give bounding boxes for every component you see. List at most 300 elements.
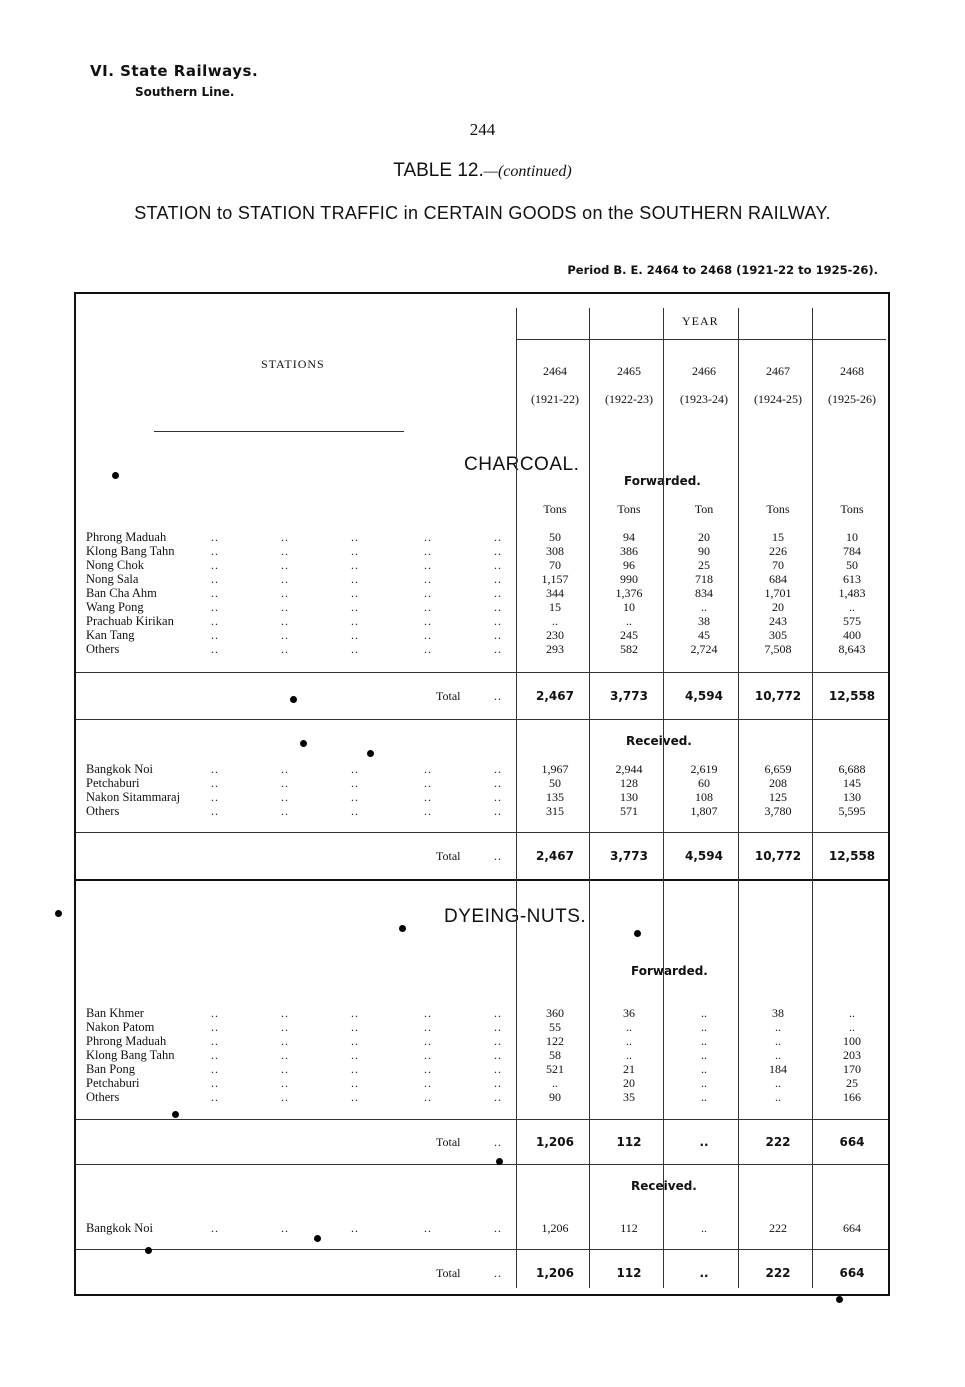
leader-dots: .. <box>494 1135 502 1149</box>
leader-dots: .. <box>211 642 219 656</box>
charcoal-forwarded-value: 243 <box>769 614 787 628</box>
dyeing-forwarded-station-name: Klong Bang Tahn <box>86 1048 175 1062</box>
leader-dots: .. <box>211 762 219 776</box>
table-label <box>0 160 965 182</box>
leader-dots: .. <box>211 1006 219 1020</box>
document-title: STATION to STATION TRAFFIC in CERTAIN GOODS on the SOUTHERN RAILWAY. <box>134 203 831 223</box>
leader-dots: .. <box>281 558 289 572</box>
leader-dots: .. <box>494 804 502 818</box>
charcoal-received-total-rule <box>76 832 888 833</box>
dyeing-received-station-name: Bangkok Noi <box>86 1221 154 1235</box>
period-line: Period B. E. 2464 to 2468 (1921-22 to 1925-26). <box>567 263 878 277</box>
scan-speck <box>55 910 62 917</box>
dyeing-forwarded-value: .. <box>701 1062 707 1076</box>
dyeing-forwarded-value: 122 <box>546 1034 564 1048</box>
charcoal-received-value: 2,619 <box>690 762 718 776</box>
charcoal-forwarded-station-name: Phrong Maduah <box>86 530 167 544</box>
charcoal-forwarded-value: 230 <box>546 628 564 642</box>
charcoal-received-label: Received. <box>626 734 692 748</box>
year-ce-label: (1924-25) <box>754 392 802 406</box>
dyeing-forwarded-value: 55 <box>549 1020 561 1034</box>
year-rule <box>516 339 886 340</box>
dyeing-forwarded-value: .. <box>849 1020 855 1034</box>
dyeing-received-value: 222 <box>769 1221 787 1235</box>
column-rule <box>589 308 590 1288</box>
leader-dots: .. <box>424 628 432 642</box>
leader-dots: .. <box>494 1020 502 1034</box>
charcoal-received-value: 1,967 <box>541 762 569 776</box>
charcoal-forwarded-value: 45 <box>698 628 710 642</box>
leader-dots: .. <box>351 1076 359 1090</box>
leader-dots: .. <box>494 572 502 586</box>
leader-dots: .. <box>424 530 432 544</box>
leader-dots: .. <box>281 1020 289 1034</box>
dyeing-total-rule-bottom <box>76 1164 888 1165</box>
dyeing-forwarded-total-value: .. <box>699 1135 709 1149</box>
leader-dots: .. <box>351 1090 359 1104</box>
leader-dots: .. <box>281 1006 289 1020</box>
dyeing-forwarded-value: 35 <box>623 1090 635 1104</box>
charcoal-received-value: 145 <box>843 776 861 790</box>
dyeing-received-total-value: 1,206 <box>536 1266 574 1280</box>
leader-dots: .. <box>494 1062 502 1076</box>
charcoal-forwarded-value: 684 <box>769 572 787 586</box>
charcoal-forwarded-value: 990 <box>620 572 638 586</box>
unit-label: Tons <box>840 502 864 516</box>
charcoal-received-value: 571 <box>620 804 638 818</box>
leader-dots: .. <box>281 1090 289 1104</box>
dyeing-forwarded-station-name: Others <box>86 1090 120 1104</box>
charcoal-forwarded-total-value: 12,558 <box>828 689 876 703</box>
charcoal-forwarded-total-label: Total <box>436 689 461 703</box>
charcoal-forwarded-value: 1,157 <box>541 572 569 586</box>
leader-dots: .. <box>351 1020 359 1034</box>
charcoal-received-total-value: 4,594 <box>685 849 723 863</box>
leader-dots: .. <box>494 600 502 614</box>
year-ce-label: (1921-22) <box>531 392 579 406</box>
leader-dots: .. <box>424 1076 432 1090</box>
dyeing-forwarded-value: .. <box>701 1034 707 1048</box>
leader-dots: .. <box>351 1048 359 1062</box>
dyeing-forwarded-value: .. <box>849 1006 855 1020</box>
dyeing-received-value: .. <box>701 1221 707 1235</box>
leader-dots: .. <box>494 849 502 863</box>
charcoal-forwarded-total-value: 4,594 <box>685 689 723 703</box>
charcoal-received-value: 128 <box>620 776 638 790</box>
leader-dots: .. <box>424 1006 432 1020</box>
stations-rule <box>154 431 404 432</box>
line-subheading: Southern Line. <box>135 85 235 99</box>
charcoal-forwarded-label: Forwarded. <box>624 474 701 488</box>
leader-dots: .. <box>351 530 359 544</box>
leader-dots: .. <box>424 544 432 558</box>
leader-dots: .. <box>351 544 359 558</box>
charcoal-received-value: 3,780 <box>764 804 792 818</box>
leader-dots: .. <box>494 642 502 656</box>
leader-dots: .. <box>351 628 359 642</box>
charcoal-forwarded-station-name: Prachuab Kirikan <box>86 614 174 628</box>
dyeing-total-rule-top <box>76 1119 888 1120</box>
charcoal-forwarded-value: 1,376 <box>615 586 643 600</box>
leader-dots: .. <box>211 1090 219 1104</box>
charcoal-received-total-value: 2,467 <box>536 849 574 863</box>
leader-dots: .. <box>424 1221 432 1235</box>
charcoal-received-value: 208 <box>769 776 787 790</box>
scan-speck <box>290 696 297 703</box>
dyeing-forwarded-value: 170 <box>843 1062 861 1076</box>
charcoal-received-station-name: Nakon Sitammaraj <box>86 790 181 804</box>
table-label-text: TABLE 12. <box>393 160 484 181</box>
dyeing-forwarded-value: .. <box>626 1048 632 1062</box>
year-be-label: 2466 <box>692 364 716 378</box>
dyeing-forwarded-value: .. <box>775 1034 781 1048</box>
leader-dots: .. <box>424 1090 432 1104</box>
charcoal-received-station-name: Others <box>86 804 120 818</box>
leader-dots: .. <box>351 614 359 628</box>
leader-dots: .. <box>494 1006 502 1020</box>
charcoal-forwarded-value: 386 <box>620 544 638 558</box>
charcoal-forwarded-value: 38 <box>698 614 710 628</box>
dyeing-forwarded-value: 203 <box>843 1048 861 1062</box>
leader-dots: .. <box>351 776 359 790</box>
charcoal-forwarded-value: 10 <box>623 600 635 614</box>
charcoal-forwarded-value: 94 <box>623 530 635 544</box>
scan-speck <box>145 1247 152 1254</box>
charcoal-forwarded-value: 50 <box>549 530 561 544</box>
charcoal-forwarded-value: 226 <box>769 544 787 558</box>
charcoal-forwarded-value: 20 <box>698 530 710 544</box>
leader-dots: .. <box>351 1221 359 1235</box>
leader-dots: .. <box>351 642 359 656</box>
charcoal-forwarded-station-name: Nong Sala <box>86 572 139 586</box>
charcoal-forwarded-station-name: Wang Pong <box>86 600 144 614</box>
leader-dots: .. <box>281 762 289 776</box>
dyeing-nuts-title: DYEING-NUTS. <box>444 906 587 927</box>
unit-label: Ton <box>694 502 714 516</box>
leader-dots: .. <box>211 804 219 818</box>
leader-dots: .. <box>211 1221 219 1235</box>
charcoal-forwarded-value: 784 <box>843 544 861 558</box>
leader-dots: .. <box>211 790 219 804</box>
charcoal-forwarded-value: 1,701 <box>764 586 792 600</box>
table-continued: —(continued) <box>483 163 572 180</box>
charcoal-received-value: 130 <box>843 790 861 804</box>
unit-label: Tons <box>543 502 567 516</box>
charcoal-forwarded-value: 50 <box>846 558 858 572</box>
charcoal-received-total-value: 3,773 <box>610 849 648 863</box>
charcoal-forwarded-value: 10 <box>846 530 858 544</box>
leader-dots: .. <box>211 586 219 600</box>
charcoal-forwarded-station-name: Klong Bang Tahn <box>86 544 175 558</box>
charcoal-received-value: 1,807 <box>690 804 718 818</box>
charcoal-forwarded-value: 245 <box>620 628 638 642</box>
leader-dots: .. <box>281 614 289 628</box>
leader-dots: .. <box>494 530 502 544</box>
page-number: 244 <box>469 120 496 139</box>
leader-dots: .. <box>494 1048 502 1062</box>
year-be-label: 2467 <box>766 364 790 378</box>
leader-dots: .. <box>494 1090 502 1104</box>
charcoal-received-value: 315 <box>546 804 564 818</box>
charcoal-forwarded-value: 613 <box>843 572 861 586</box>
charcoal-received-value: 60 <box>698 776 710 790</box>
leader-dots: .. <box>211 600 219 614</box>
charcoal-forwarded-value: .. <box>701 600 707 614</box>
leader-dots: .. <box>424 1020 432 1034</box>
charcoal-forwarded-total-value: 3,773 <box>610 689 648 703</box>
charcoal-forwarded-value: 718 <box>695 572 713 586</box>
leader-dots: .. <box>494 1266 502 1280</box>
dyeing-received-value: 1,206 <box>541 1221 569 1235</box>
leader-dots: .. <box>494 558 502 572</box>
dyeing-forwarded-value: 521 <box>546 1062 564 1076</box>
dyeing-forwarded-value: 100 <box>843 1034 861 1048</box>
leader-dots: .. <box>211 1020 219 1034</box>
dyeing-forwarded-value: .. <box>775 1020 781 1034</box>
charcoal-received-station-name: Petchaburi <box>86 776 140 790</box>
dyeing-forwarded-value: .. <box>775 1076 781 1090</box>
leader-dots: .. <box>351 586 359 600</box>
leader-dots: .. <box>211 572 219 586</box>
charcoal-received-value: 50 <box>549 776 561 790</box>
leader-dots: .. <box>494 628 502 642</box>
leader-dots: .. <box>211 544 219 558</box>
dyeing-forwarded-value: .. <box>626 1020 632 1034</box>
charcoal-forwarded-value: .. <box>849 600 855 614</box>
leader-dots: .. <box>281 1034 289 1048</box>
leader-dots: .. <box>351 790 359 804</box>
leader-dots: .. <box>281 642 289 656</box>
charcoal-received-value: 6,688 <box>838 762 866 776</box>
year-ce-label: (1925-26) <box>828 392 876 406</box>
leader-dots: .. <box>211 614 219 628</box>
dyeing-received-total-value: 222 <box>765 1266 791 1280</box>
dyeing-forwarded-value: .. <box>701 1090 707 1104</box>
dyeing-received-value: 112 <box>620 1221 638 1235</box>
charcoal-forwarded-value: 2,724 <box>690 642 718 656</box>
leader-dots: .. <box>281 600 289 614</box>
dyeing-forwarded-station-name: Petchaburi <box>86 1076 140 1090</box>
leader-dots: .. <box>211 1062 219 1076</box>
charcoal-received-total-value: 12,558 <box>828 849 876 863</box>
leader-dots: .. <box>211 1048 219 1062</box>
year-be-label: 2465 <box>617 364 641 378</box>
charcoal-forwarded-station-name: Kan Tang <box>86 628 135 642</box>
traffic-table <box>74 292 890 1296</box>
charcoal-forwarded-value: .. <box>552 614 558 628</box>
dyeing-forwarded-value: 360 <box>546 1006 564 1020</box>
dyeing-received-total-label: Total <box>436 1266 461 1280</box>
charcoal-forwarded-value: 7,508 <box>764 642 792 656</box>
charcoal-forwarded-value: 575 <box>843 614 861 628</box>
leader-dots: .. <box>424 776 432 790</box>
dyeing-forwarded-value: .. <box>626 1034 632 1048</box>
leader-dots: .. <box>281 804 289 818</box>
charcoal-forwarded-total-value: 2,467 <box>536 689 574 703</box>
dyeing-forwarded-value: 166 <box>843 1090 861 1104</box>
charcoal-received-total-label: Total <box>436 849 461 863</box>
dyeing-forwarded-station-name: Ban Khmer <box>86 1006 144 1020</box>
dyeing-received-label: Received. <box>631 1179 697 1193</box>
charcoal-forwarded-value: 25 <box>698 558 710 572</box>
charcoal-forwarded-value: 70 <box>772 558 784 572</box>
leader-dots: .. <box>494 762 502 776</box>
year-ce-label: (1923-24) <box>680 392 728 406</box>
leader-dots: .. <box>351 558 359 572</box>
charcoal-received-value: 108 <box>695 790 713 804</box>
leader-dots: .. <box>351 1006 359 1020</box>
leader-dots: .. <box>351 572 359 586</box>
charcoal-forwarded-station-name: Ban Cha Ahm <box>86 586 157 600</box>
leader-dots: .. <box>281 790 289 804</box>
leader-dots: .. <box>281 586 289 600</box>
year-be-label: 2464 <box>543 364 567 378</box>
charcoal-forwarded-value: 400 <box>843 628 861 642</box>
charcoal-forwarded-value: 582 <box>620 642 638 656</box>
dyeing-forwarded-value: .. <box>552 1076 558 1090</box>
leader-dots: .. <box>211 628 219 642</box>
dyeing-forwarded-value: 36 <box>623 1006 635 1020</box>
dyeing-forwarded-station-name: Phrong Maduah <box>86 1034 167 1048</box>
charcoal-forwarded-station-name: Others <box>86 642 120 656</box>
leader-dots: .. <box>281 530 289 544</box>
charcoal-total-rule-top <box>76 672 888 673</box>
leader-dots: .. <box>351 762 359 776</box>
charcoal-forwarded-value: 15 <box>549 600 561 614</box>
leader-dots: .. <box>424 1062 432 1076</box>
charcoal-received-value: 2,944 <box>615 762 643 776</box>
leader-dots: .. <box>211 1076 219 1090</box>
dyeing-forwarded-value: .. <box>701 1006 707 1020</box>
dyeing-received-total-rule <box>76 1249 888 1250</box>
leader-dots: .. <box>424 558 432 572</box>
dyeing-forwarded-value: 184 <box>769 1062 787 1076</box>
dyeing-forwarded-value: .. <box>701 1020 707 1034</box>
dyeing-received-total-value: 112 <box>616 1266 642 1280</box>
charcoal-received-value: 125 <box>769 790 787 804</box>
leader-dots: .. <box>211 776 219 790</box>
charcoal-received-value: 135 <box>546 790 564 804</box>
charcoal-forwarded-value: 834 <box>695 586 713 600</box>
leader-dots: .. <box>281 628 289 642</box>
leader-dots: .. <box>494 1034 502 1048</box>
leader-dots: .. <box>494 614 502 628</box>
charcoal-forwarded-value: 20 <box>772 600 784 614</box>
leader-dots: .. <box>494 586 502 600</box>
leader-dots: .. <box>351 1062 359 1076</box>
year-header: YEAR <box>682 314 719 328</box>
scan-speck <box>112 472 119 479</box>
scan-speck <box>367 750 374 757</box>
dyeing-forwarded-total-value: 112 <box>616 1135 642 1149</box>
dyeing-forwarded-value: 20 <box>623 1076 635 1090</box>
leader-dots: .. <box>494 544 502 558</box>
charcoal-title: CHARCOAL. <box>464 454 580 475</box>
leader-dots: .. <box>494 1221 502 1235</box>
charcoal-received-value: 130 <box>620 790 638 804</box>
scan-speck <box>496 1158 503 1165</box>
column-rule <box>738 308 739 1288</box>
leader-dots: .. <box>281 776 289 790</box>
charcoal-received-total-value: 10,772 <box>754 849 802 863</box>
year-ce-label: (1922-23) <box>605 392 653 406</box>
column-rule <box>812 308 813 1288</box>
charcoal-forwarded-value: 96 <box>623 558 635 572</box>
leader-dots: .. <box>211 530 219 544</box>
leader-dots: .. <box>424 1034 432 1048</box>
charcoal-forwarded-value: 308 <box>546 544 564 558</box>
leader-dots: .. <box>494 1076 502 1090</box>
leader-dots: .. <box>281 544 289 558</box>
leader-dots: .. <box>494 790 502 804</box>
dyeing-forwarded-station-name: Ban Pong <box>86 1062 135 1076</box>
charcoal-forwarded-total-value: 10,772 <box>754 689 802 703</box>
dyeing-forwarded-value: 38 <box>772 1006 784 1020</box>
leader-dots: .. <box>281 1221 289 1235</box>
scan-speck <box>314 1235 321 1242</box>
charcoal-received-value: 5,595 <box>838 804 866 818</box>
dyeing-forwarded-value: .. <box>701 1076 707 1090</box>
leader-dots: .. <box>281 572 289 586</box>
scan-speck <box>399 925 406 932</box>
charcoal-forwarded-value: 305 <box>769 628 787 642</box>
dyeing-forwarded-total-value: 222 <box>765 1135 791 1149</box>
dyeing-forwarded-label: Forwarded. <box>631 964 708 978</box>
leader-dots: .. <box>494 689 502 703</box>
charcoal-forwarded-station-name: Nong Chok <box>86 558 144 572</box>
dyeing-forwarded-value: .. <box>701 1048 707 1062</box>
dyeing-forwarded-total-value: 1,206 <box>536 1135 574 1149</box>
leader-dots: .. <box>211 1034 219 1048</box>
dyeing-forwarded-value: .. <box>775 1090 781 1104</box>
charcoal-total-rule-bottom <box>76 719 888 720</box>
scan-speck <box>172 1111 179 1118</box>
leader-dots: .. <box>424 762 432 776</box>
leader-dots: .. <box>424 614 432 628</box>
dyeing-received-total-value: 664 <box>839 1266 865 1280</box>
dyeing-forwarded-total-value: 664 <box>839 1135 865 1149</box>
charcoal-forwarded-value: 344 <box>546 586 564 600</box>
leader-dots: .. <box>424 572 432 586</box>
charcoal-forwarded-value: 1,483 <box>838 586 866 600</box>
charcoal-forwarded-value: 15 <box>772 530 784 544</box>
dyeing-received-value: 664 <box>843 1221 861 1235</box>
charcoal-forwarded-value: .. <box>626 614 632 628</box>
dyeing-forwarded-value: 21 <box>623 1062 635 1076</box>
leader-dots: .. <box>424 1048 432 1062</box>
leader-dots: .. <box>424 804 432 818</box>
leader-dots: .. <box>211 558 219 572</box>
leader-dots: .. <box>351 1034 359 1048</box>
column-rule <box>516 308 517 1288</box>
section-heading: VI. State Railways. <box>90 62 259 80</box>
unit-label: Tons <box>766 502 790 516</box>
dyeing-forwarded-value: 58 <box>549 1048 561 1062</box>
charcoal-forwarded-value: 70 <box>549 558 561 572</box>
charcoal-forwarded-value: 8,643 <box>838 642 866 656</box>
dyeing-forwarded-value: .. <box>775 1048 781 1062</box>
stations-header: STATIONS <box>261 357 325 371</box>
scan-speck <box>300 740 307 747</box>
dyeing-forwarded-station-name: Nakon Patom <box>86 1020 155 1034</box>
dyeing-forwarded-value: 25 <box>846 1076 858 1090</box>
section-divider <box>76 879 888 881</box>
leader-dots: .. <box>424 642 432 656</box>
leader-dots: .. <box>281 1048 289 1062</box>
scan-speck <box>634 930 641 937</box>
dyeing-forwarded-total-label: Total <box>436 1135 461 1149</box>
dyeing-received-total-value: .. <box>699 1266 709 1280</box>
